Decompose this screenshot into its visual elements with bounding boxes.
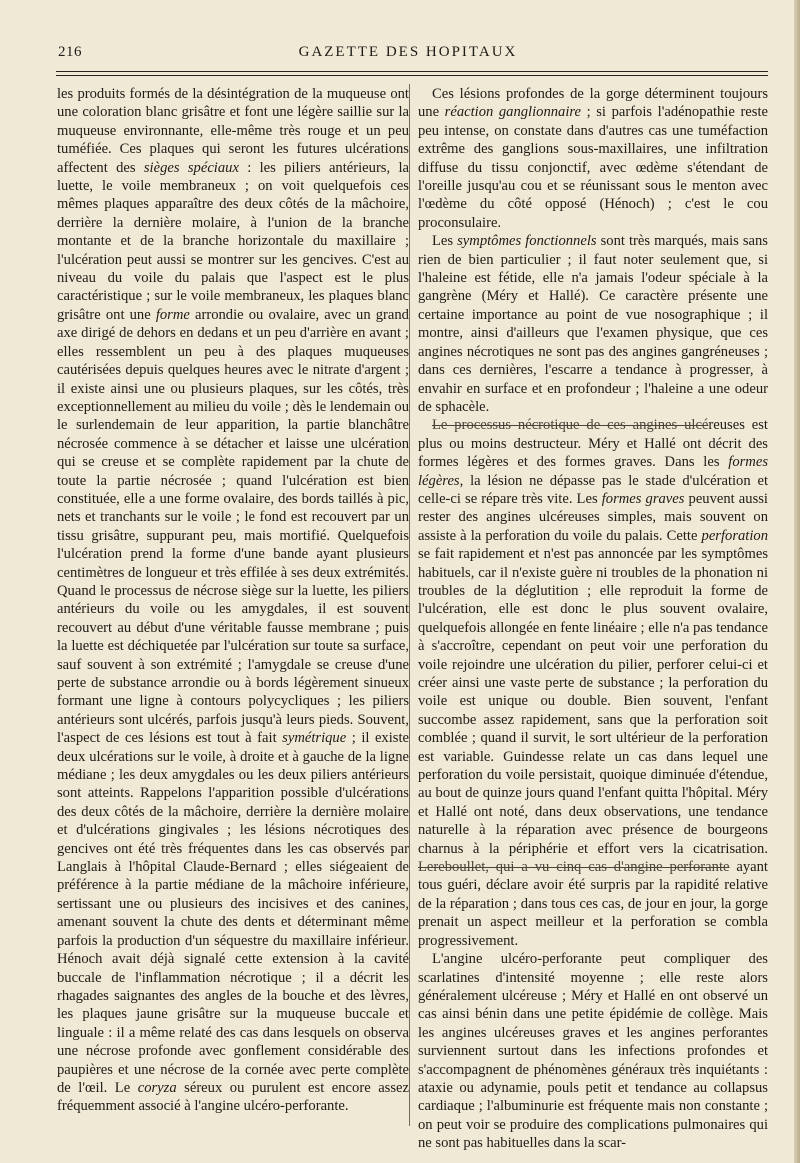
italic-term: symétrique	[282, 730, 347, 747]
italic-term: perforation	[701, 527, 768, 544]
italic-term: forme	[155, 306, 190, 323]
text-run: se fait rapidement et n'est pas annoncée par les symptômes habituels, car il n'existe guère ni troubles de la phonation ni troubles de la déglutition ; elle reproduit la forme de l'ulcération, elle est donc le plus souvent ovalaire, quelquefois allongée en fente linéaire ; elle n'a pas tendance à s'accroître, cependant on peut voir une perforation du voile rejoindre une ulcération du pilier, perforer celui-ci et créer ainsi une vaste perte de substance ; la perforation du voile est unique ou double. Bien souvent, l'enfant succombe assez rapidement, sans que la perforation soit comblée ; quand il survit, le sort ultérieur de la perforation est variable. Guindesse relate un cas dans lequel une perforation du voile persistait, quoique diminuée d'étendue, au bout de quinze jours quand l'enfant quitta l'hôpital. Méry et Hallé ont noté, dans deux observations, une tendance naturelle à la réparation avec présence de bourgeons charnus à la périphérie et effort vers la cicatrisation.	[418, 546, 768, 857]
text-run: les produits formés de la désintégration de la muqueuse ont une coloration blanc grisâtre et font une légère saillie sur la muqueuse environnante, elle-même très rouge et un peu tuméfiée. Ces plaques qui seront les futures ulcérations affectent des	[57, 86, 409, 176]
text-run: : les piliers antérieurs, la luette, le voile membraneux ; on voit quelquefois ces mêmes plaques apparaître des deux côtés de la mâchoire, derrière la dernière molaire, à l'union de la branche montante et de la branche horizontale du maxillaire ; l'ulcération peut aussi se montrer sur les gencives. C'est au niveau du voile du palais que l'aspect est le plus caractéristique ; sur le voile membraneux, les plaques blanc grisâtre ont une	[57, 159, 409, 323]
text-run: ; si parfois l'adénopathie reste peu intense, on constate dans d'autres cas une tuméfaction extrême des ganglions sous-maxillaires, une infiltration diffuse du tissu conjonctif, avec œdème s'étendant de l'oreille jusqu'au cou et se réunissant sous le menton avec l'œdème du côté opposé (Hénoch) ; c'est le cou proconsulaire.	[418, 104, 768, 231]
struck-text: Le processus nécrotique de ces angines ulcé	[432, 417, 709, 434]
italic-term: sièges spéciaux	[143, 159, 239, 176]
header-double-rule	[56, 71, 768, 76]
paragraph	[418, 950, 768, 1152]
text-run: reuses est plus ou moins destructeur. Méry et Hallé ont décrit des formes légères et des formes graves. Dans les	[418, 417, 768, 471]
text-run: ayant tous guéri, déclare avoir été surpris par la rapidité relative de la réparation ; dans tous ces cas, de jour en jour, la gorge prenait un aspect meilleur et la perforation se combla progressivement.	[418, 859, 768, 949]
text-run: Les	[432, 233, 458, 250]
left-text-column	[57, 85, 409, 1116]
text-run: séreux ou purulent est encore assez fréquemment associé à l'angine ulcéro-perforante.	[57, 1079, 409, 1115]
page-number: 216	[58, 44, 82, 60]
italic-term: formes graves	[601, 490, 685, 507]
text-run: L'angine ulcéro-perforante peut compliquer des scarlatines d'intensité moyenne ; elle reste alors généralement ulcéreuse ; Méry et Hallé en ont observé un cas ainsi bénin dans une petite épidémie de collège. Mais les angines ulcéreuses graves et les angines perforantes surviennent surtout dans les infections profondes et s'accompagnent de phénomènes généraux très inquiétants : ataxie ou adynamie, pouls petit et tendance au collapsus cardiaque ; l'albuminurie est fréquente mais non constante ; on peut voir se produire des complications pulmonaires qui ne sont pas habituelles dans la scar-	[418, 951, 768, 1152]
text-run: arrondie ou ovalaire, avec un grand axe dirigé de dehors en dedans et un peu d'arrière en avant ; elles ressemblent un peu à des plaques muqueuses cautérisées depuis quelques heures avec le nitrate d'argent ; il existe ainsi une ou plusieurs plaques, sur les côtés, très exceptionnellement au milieu du voile ; dès le lendemain ou le surlendemain de leur apparition, la partie blanchâtre nécrosée commence à se détacher et laisse une ulcération qui se creuse et se complète rapidement par la chute de toute la partie nécrosée ; quand l'ulcération est bien constituée, elle a une forme ovalaire, des bords taillés à pic, nets et tranchants sur le voile ; le fond est recouvert par un tissu grisâtre, suppurant peu, mais mortifié. Quelquefois l'ulcération prend la forme d'une bande ayant plusieurs centimètres de longueur et très effilée à ses deux extrémités. Quand le processus de nécrose siège sur la luette, les piliers antérieurs du voile ou les amygdales, il est souvent recouvert au début d'une véritable fausse membrane ; puis la luette est déchiquetée par l'ulcération sur toute sa surface, sauf souvent à son extrémité ; l'amygdale se creuse d'une perte de substance arrondie ou à bords légèrement sinueux formant une ligne à contours polycycliques ; les piliers antérieurs sont ulcérés, parfois jusqu'à leurs pieds. Souvent, l'aspect de ces lésions est tout à fait	[57, 306, 409, 747]
text-run: Ces lésions profondes de la gorge déterminent toujours une	[418, 86, 768, 121]
italic-term: symptômes fonctionnels	[457, 233, 597, 250]
right-text-column	[418, 85, 768, 1153]
italic-term: formes légères	[418, 454, 768, 489]
paragraph	[57, 85, 409, 1116]
page-header	[48, 44, 768, 64]
italic-term: coryza	[137, 1079, 177, 1096]
journal-title: GAZETTE DES HOPITAUX	[298, 44, 518, 60]
text-run: sont très marqués, mais sans rien de bien particulier ; il faut noter seulement que, si l'haleine est fétide, elle n'a jamais l'odeur spéciale à la gangrène (Méry et Hallé). Ce caractère présente une certaine importance au point de vue nosographique ; il montre, ainsi d'ailleurs que l'examen physique, que ces angines nécrotiques ne sont pas des angines gangréneuses ; dans ces dernières, l'escarre a tendance à progresser, à envahir en surface et en profondeur ; l'haleine a une odeur de sphacèle.	[418, 233, 768, 415]
text-run: peuvent aussi rester des angines ulcéreuses simples, mais souvent on assiste à la perforation du voile du palais. Cette	[418, 490, 768, 544]
paragraph	[418, 416, 768, 950]
struck-text: Lereboullet, qui a vu cinq cas d'angine perforante	[418, 859, 730, 876]
text-run: , la lésion ne dépasse pas le stade d'ulcération et celle-ci se répare très vite. Les	[418, 472, 768, 507]
paragraph	[418, 85, 768, 232]
column-divider	[409, 84, 410, 1126]
text-run: ; il existe deux ulcérations sur le voile, à droite et à gauche de la ligne médiane ; les deux amygdales ou les deux piliers antérieurs sont atteints. Rappelons l'apparition possible d'ulcérations des deux côtés de la mâchoire, derrière la dernière molaire et d'ulcérations gingivales ; les lésions nécrotiques des gencives ont été très fréquentes dans les cas observés par Langlais à l'hôpital Claude-Bernard ; elles siégeaient de préférence à la partie médiane de la mâchoire inférieure, sertissant une ou plusieurs des incisives et des canines, amenant souvent la chute des dents et déterminant même parfois la production d'un séquestre du maxillaire inférieur. Hénoch avait déjà signalé cette extension à la cavité buccale de l'inflammation nécrotique ; il a décrit les rhagades saignantes des angles de la bouche et des lèvres, les plaques jaune grisâtre sur la muqueuse buccale et linguale : il a même relaté des cas dans lesquels on observa une nécrose profonde avec gonflement considérable des paupières et une nécrose de la cornée avec perte complète de l'œil. Le	[57, 730, 409, 1096]
paragraph	[418, 232, 768, 416]
italic-term: réaction ganglionnaire	[444, 104, 582, 121]
page-edge	[794, 0, 800, 1163]
